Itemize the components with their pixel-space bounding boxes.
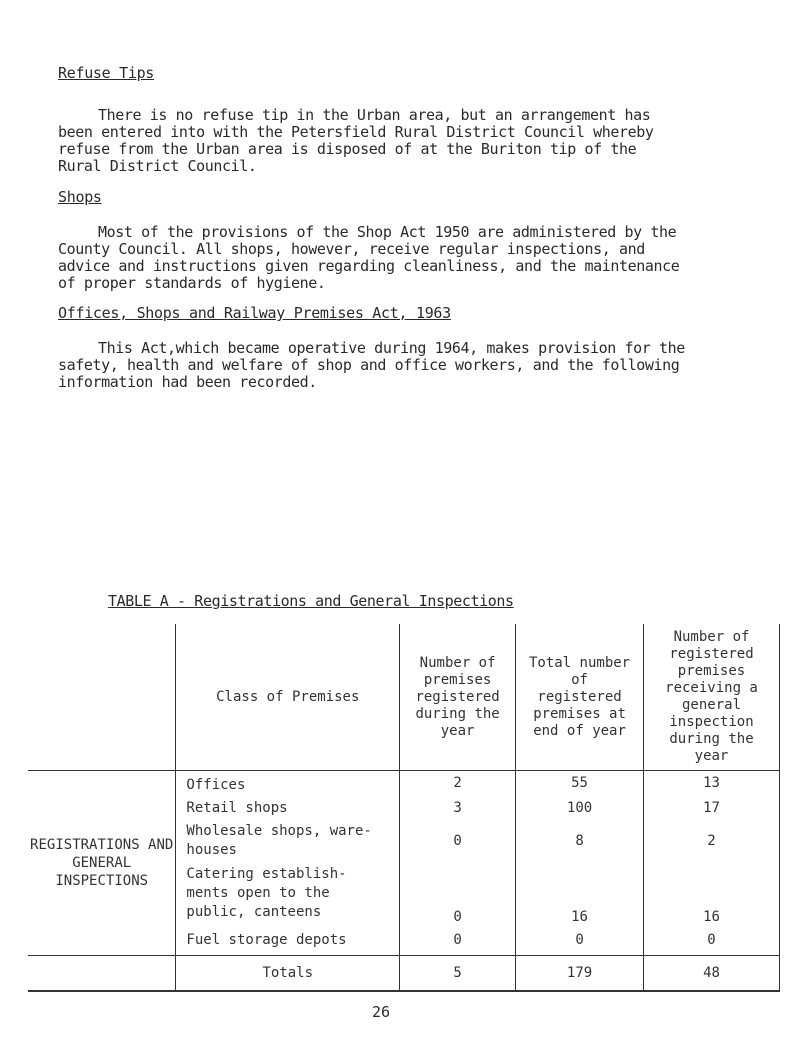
table-row-class: Fuel storage depots [176, 925, 400, 956]
totals-registered-year: 5 [400, 956, 516, 992]
header-blank [28, 624, 176, 771]
table-cell: 3 [400, 795, 516, 821]
table-title: TABLE A - Registrations and General Inspections [108, 592, 514, 610]
totals-blank [28, 956, 176, 992]
offices-act-paragraph: This Act,which became operative during 1964, makes provision for the safety, health and welfare of shop and office workers, and the following information had been recorded. [58, 339, 685, 391]
shops-heading: Shops [58, 188, 102, 206]
table-cell: 16 [644, 861, 780, 925]
table-cell: 17 [644, 795, 780, 821]
page-number: 26 [372, 1003, 391, 1021]
table-cell: 0 [644, 925, 780, 956]
table-cell: 16 [516, 861, 644, 925]
table-row-class: Offices [176, 771, 400, 796]
table-cell: 0 [400, 925, 516, 956]
table-cell: 8 [516, 821, 644, 861]
header-total-registered: Total number of registered premises at end of year [516, 624, 644, 771]
table-cell: 2 [400, 771, 516, 796]
refuse-tips-heading: Refuse Tips [58, 64, 155, 82]
row-group-label: REGISTRATIONS AND GENERAL INSPECTIONS [28, 771, 176, 956]
table-cell: 100 [516, 795, 644, 821]
table-row-class: Catering establish-ments open to the public, canteens [176, 861, 400, 925]
table-cell: 0 [516, 925, 644, 956]
registrations-table [28, 624, 780, 992]
offices-act-heading: Offices, Shops and Railway Premises Act, 1963 [58, 304, 451, 322]
header-class-of-premises: Class of Premises [176, 624, 400, 771]
table-cell: 0 [400, 861, 516, 925]
table-cell: 55 [516, 771, 644, 796]
table-cell: 2 [644, 821, 780, 861]
table-cell: 0 [400, 821, 516, 861]
refuse-tips-paragraph: There is no refuse tip in the Urban area, but an arrangement has been entered into with the Petersfield Rural District Council whereby refuse from the Urban area is disposed of at the Buriton tip of the Rural District Council. [58, 106, 654, 175]
totals-label: Totals [176, 956, 400, 992]
header-registered-during-year: Number of premises registered during the year [400, 624, 516, 771]
shops-paragraph: Most of the provisions of the Shop Act 1950 are administered by the County Council. All shops, however, receive regular inspections, and advice and instructions given regarding cleanliness, and the maintenance of proper standards of hygiene. [58, 223, 680, 292]
table-cell: 13 [644, 771, 780, 796]
table-row-class: Wholesale shops, ware-houses [176, 821, 400, 861]
table-row-class: Retail shops [176, 795, 400, 821]
totals-total-registered: 179 [516, 956, 644, 992]
header-general-inspection: Number of registered premises receiving a general inspection during the year [644, 624, 780, 771]
totals-inspected: 48 [644, 956, 780, 992]
